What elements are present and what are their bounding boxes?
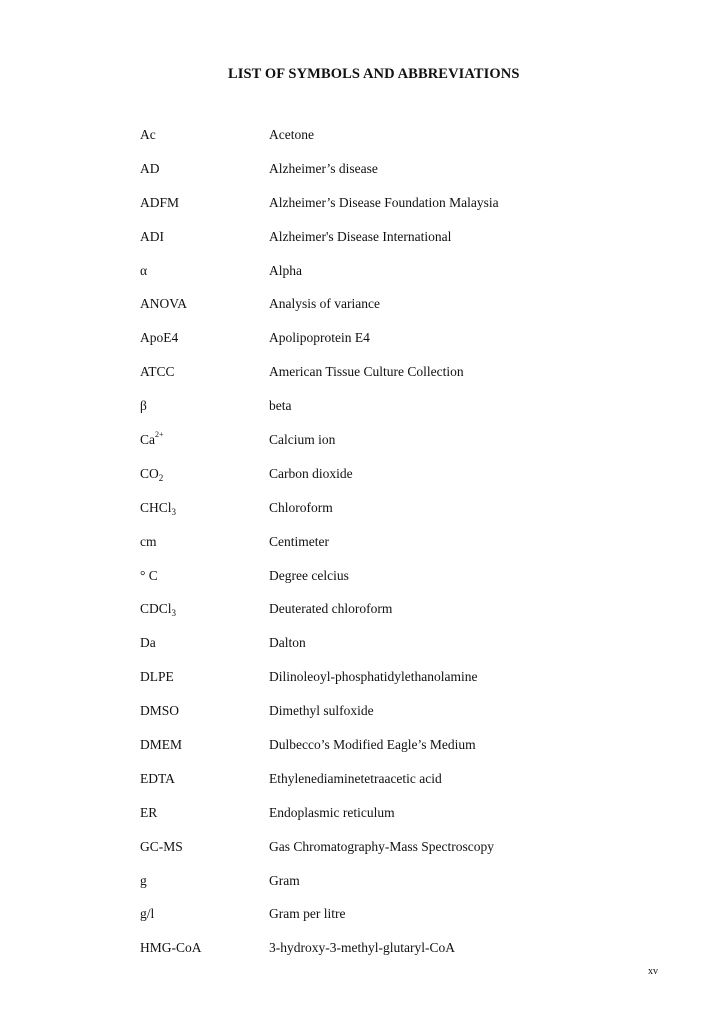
abbreviation-row <box>140 491 700 525</box>
symbol-text: α <box>140 262 148 278</box>
abbreviation-symbol <box>140 737 269 753</box>
abbreviation-definition: Acetone <box>269 126 314 142</box>
symbol-subscript: 3 <box>171 608 177 619</box>
abbreviation-symbol <box>140 195 269 211</box>
symbol-text: GC-MS <box>140 838 183 854</box>
abbreviation-definition: Calcium ion <box>269 431 336 447</box>
symbol-text: Ac <box>140 126 156 142</box>
abbreviation-row <box>140 864 700 898</box>
abbreviation-definition: Dulbecco’s Modified Eagle’s Medium <box>269 736 476 752</box>
symbol-text: g/l <box>140 906 155 922</box>
abbreviation-symbol <box>140 229 269 245</box>
abbreviation-symbol <box>140 398 269 414</box>
abbreviation-row <box>140 186 700 220</box>
abbreviation-row <box>140 457 700 491</box>
abbreviation-definition: Dilinoleoyl-phosphatidylethanolamine <box>269 669 478 685</box>
symbol-text: ADI <box>140 228 164 244</box>
symbol-text: ER <box>140 804 158 820</box>
symbol-superscript: 2+ <box>155 429 164 439</box>
page-number: xv <box>648 966 658 977</box>
abbreviation-symbol <box>140 839 269 855</box>
symbol-text: CDCl <box>140 601 172 617</box>
abbreviation-definition: Deuterated chloroform <box>269 601 393 617</box>
abbreviation-definition: Dalton <box>269 635 306 651</box>
abbreviation-symbol <box>140 703 269 719</box>
symbol-text: CO <box>140 465 159 481</box>
abbreviation-symbol <box>140 466 269 482</box>
abbreviation-symbol <box>140 669 269 685</box>
abbreviation-definition: beta <box>269 398 292 414</box>
symbol-text: CHCl <box>140 499 172 515</box>
abbreviation-row <box>140 118 700 152</box>
symbol-text: EDTA <box>140 770 175 786</box>
symbol-text: cm <box>140 533 157 549</box>
abbreviation-symbol <box>140 534 269 550</box>
symbol-text: Ca <box>140 431 155 447</box>
symbol-subscript: 3 <box>171 506 177 517</box>
abbreviation-row <box>140 389 700 423</box>
symbol-subscript: 2 <box>158 472 164 483</box>
abbreviation-list <box>140 118 700 965</box>
abbreviation-definition: American Tissue Culture Collection <box>269 364 464 380</box>
abbreviation-row <box>140 559 700 593</box>
abbreviation-row <box>140 355 700 389</box>
abbreviation-row <box>140 728 700 762</box>
symbol-text: Da <box>140 635 156 651</box>
abbreviation-definition: Alzheimer's Disease International <box>269 228 452 244</box>
abbreviation-definition: Chloroform <box>269 499 333 515</box>
abbreviation-row <box>140 423 700 457</box>
abbreviation-symbol <box>140 805 269 821</box>
abbreviation-row <box>140 762 700 796</box>
abbreviation-row <box>140 897 700 931</box>
abbreviation-definition: Dimethyl sulfoxide <box>269 703 374 719</box>
abbreviation-definition: Alzheimer’s disease <box>269 160 378 176</box>
abbreviation-row <box>140 525 700 559</box>
abbreviation-symbol <box>140 500 269 516</box>
symbol-text: ApoE4 <box>140 330 179 346</box>
abbreviation-symbol <box>140 127 269 143</box>
symbol-text: DLPE <box>140 669 174 685</box>
symbol-text: ATCC <box>140 364 175 380</box>
symbol-text: DMSO <box>140 703 180 719</box>
abbreviation-row <box>140 220 700 254</box>
abbreviation-definition: Alzheimer’s Disease Foundation Malaysia <box>269 194 499 210</box>
abbreviation-definition: Gas Chromatography-Mass Spectroscopy <box>269 838 494 854</box>
abbreviation-definition: Carbon dioxide <box>269 465 353 481</box>
symbol-text: β <box>140 398 147 414</box>
abbreviation-row <box>140 796 700 830</box>
abbreviation-symbol <box>140 906 269 922</box>
abbreviation-symbol <box>140 601 269 617</box>
abbreviation-definition: Apolipoprotein E4 <box>269 330 370 346</box>
abbreviation-row <box>140 592 700 626</box>
abbreviation-definition: Gram <box>269 872 300 888</box>
abbreviation-symbol <box>140 330 269 346</box>
abbreviation-definition: Degree celcius <box>269 567 349 583</box>
symbol-text: ANOVA <box>140 296 188 312</box>
symbol-text: AD <box>140 160 160 176</box>
abbreviation-symbol <box>140 940 269 956</box>
abbreviation-symbol <box>140 161 269 177</box>
abbreviation-definition: Alpha <box>269 262 302 278</box>
abbreviation-symbol <box>140 635 269 651</box>
abbreviation-symbol <box>140 873 269 889</box>
abbreviation-row <box>140 152 700 186</box>
abbreviation-symbol <box>140 429 269 448</box>
abbreviation-symbol <box>140 296 269 312</box>
symbol-text: HMG-CoA <box>140 940 202 956</box>
symbol-text: DMEM <box>140 736 183 752</box>
abbreviation-symbol <box>140 263 269 279</box>
abbreviation-row <box>140 931 700 965</box>
symbol-text: ADFM <box>140 194 180 210</box>
abbreviation-row <box>140 287 700 321</box>
abbreviation-row <box>140 321 700 355</box>
abbreviation-definition: Endoplasmic reticulum <box>269 804 395 820</box>
abbreviation-row <box>140 660 700 694</box>
abbreviation-definition: Centimeter <box>269 533 329 549</box>
abbreviation-definition: Gram per litre <box>269 906 346 922</box>
abbreviation-definition: Analysis of variance <box>269 296 380 312</box>
symbol-text: g <box>140 872 147 888</box>
abbreviation-definition: 3-hydroxy-3-methyl-glutaryl-CoA <box>269 940 455 956</box>
symbol-text: ° C <box>140 567 158 583</box>
abbreviation-row <box>140 830 700 864</box>
abbreviation-definition: Ethylenediaminetetraacetic acid <box>269 770 442 786</box>
page-title: LIST OF SYMBOLS AND ABBREVIATIONS <box>228 66 520 82</box>
abbreviation-row <box>140 626 700 660</box>
abbreviation-symbol <box>140 364 269 380</box>
abbreviation-row <box>140 694 700 728</box>
abbreviation-symbol <box>140 568 269 584</box>
abbreviation-symbol <box>140 771 269 787</box>
abbreviation-row <box>140 254 700 288</box>
